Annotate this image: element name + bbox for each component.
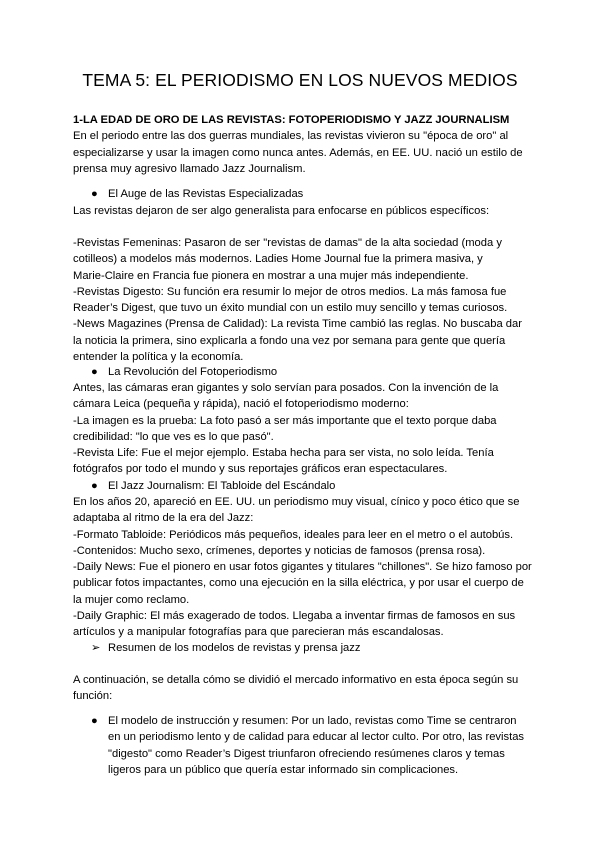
subsection-auge-intro [73,203,533,219]
paragraph-line: credibilidad: "lo que ves es lo que pasó". [73,430,274,443]
paragraph-line: Antes, las cámaras eran gigantes y solo servían para posados. Con la invención de la [73,382,499,394]
paragraph-line: El modelo de instrucción y resumen: Por un lado, revistas como Time se centraron [108,715,517,727]
paragraph-line: -News Magazines (Prensa de Calidad): La revista Time cambió las reglas. No buscaba dar [73,318,522,331]
paragraph-line: especializarse y usar la imagen como nunca antes. Además, en EE. UU. nació un estilo de [73,146,523,159]
paragraph-line: Las revistas dejaron de ser algo generalista para enfocarse en públicos específicos: [73,205,490,217]
bullet-icon: ● [91,366,98,378]
paragraph-line: -Daily Graphic: El más exagerado de todos. Llegaba a inventar firmas de famosos en sus [73,610,516,623]
paragraph-line: adaptaba al ritmo de la era del Jazz: [73,512,254,525]
section-1 [73,112,533,177]
paragraph-line: ligeros para un público que quería estar informado sin complicaciones. [108,763,459,776]
section-heading: 1-LA EDAD DE ORO DE LAS REVISTAS: FOTOPERIODISMO Y JAZZ JOURNALISM [73,114,510,126]
paragraph-line: cámara Leica (pequeña y rápida), nació el fotoperiodismo moderno: [73,398,409,411]
subsection-resumen-body [73,672,533,705]
subsection-title: El Auge de las Revistas Especializadas [108,188,304,200]
paragraph-line: entender la política y la economía. [73,351,244,364]
paragraph-line: -Revistas Femeninas: Pasaron de ser "revistas de damas" de la alta sociedad (moda y [73,237,502,249]
paragraph-line: publicar fotos impactantes, como una ejecución en la silla eléctrica, y por usar el cuerpo de [73,577,524,590]
subsection-jazz-body [73,494,533,641]
paragraph-line: -Daily News: Fue el pionero en usar fotos gigantes y titulares "chillones". Se hizo famoso por [73,561,532,574]
document-title: TEMA 5: EL PERIODISMO EN LOS NUEVOS MEDIOS [82,70,518,90]
paragraph-line: Reader’s Digest, que tuvo un éxito mundial con un estilo muy sencillo y temas curiosos. [73,302,508,315]
paragraph-line: en un periodismo lento y de calidad para educar al lector culto. Por otro, las revistas [108,731,525,744]
bullet-icon: ● [91,715,98,727]
paragraph-line: función: [73,690,113,703]
paragraph-line: fotógrafos por todo el mundo y sus reportajes gráficos eran espectaculares. [73,463,448,476]
paragraph-line: cotilleos) a modelos más modernos. Ladies Home Journal fue la primera masiva, y [73,253,483,266]
paragraph-line: artículos y a manipular fotografías para que parecieran más escandalosas. [73,626,444,639]
subsection-title: La Revolución del Fotoperiodismo [108,366,278,378]
arrow-bullet-icon: ➢ [91,642,101,654]
paragraph-line: -Revistas Digesto: Su función era resumir lo mejor de otros medios. La más famosa fue [73,285,507,298]
paragraph-line: prensa muy agresivo llamado Jazz Journalism. [73,162,306,175]
subsection-title: El Jazz Journalism: El Tabloide del Escándalo [108,480,336,492]
subsection-title: Resumen de los modelos de revistas y prensa jazz [108,642,361,654]
paragraph-line: -Revista Life: Fue el mejor ejemplo. Estaba hecha para ser vista, no solo leída. Tenía [73,447,494,460]
paragraph-line: la mujer como reclamo. [73,593,190,606]
subsection-foto-body [73,380,533,478]
paragraph-line: "digesto" como Reader’s Digest triunfaron ofreciendo resúmenes claros y temas [108,747,505,760]
paragraph-line: En el periodo entre las dos guerras mundiales, las revistas vivieron su "época de oro" al [73,130,509,143]
paragraph-line: En los años 20, apareció en EE. UU. un periodismo muy visual, cínico y poco ético que se [73,496,520,508]
paragraph-line: la noticia la primera, sino explicarla a fondo una vez por semana para gente que quería [73,334,506,347]
subsection-auge-body [73,235,533,365]
paragraph-line: A continuación, se detalla cómo se dividió el mercado informativo en esta época según su [73,674,519,686]
paragraph-line: -Contenidos: Mucho sexo, crímenes, deportes y noticias de famosos (prensa rosa). [73,544,486,557]
list-item-text [108,713,533,778]
bullet-icon: ● [91,480,98,492]
list-item-modelo [73,713,533,778]
bullet-icon: ● [91,188,98,200]
paragraph-line: -Formato Tabloide: Periódicos más pequeños, ideales para leer en el metro o el autobús. [73,528,514,541]
paragraph-line: Marie-Claire en Francia fue pionera en mostrar a una mujer más independiente. [73,269,469,282]
paragraph-line: -La imagen es la prueba: La foto pasó a ser más importante que el texto porque daba [73,414,497,427]
